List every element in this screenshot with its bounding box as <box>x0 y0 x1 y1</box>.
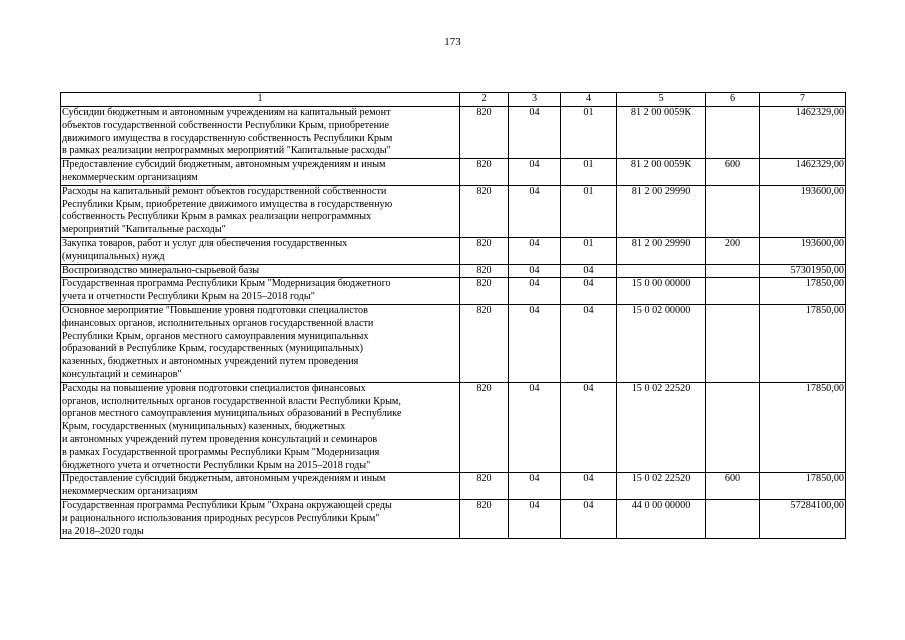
target-article-cell: 44 0 00 00000 <box>617 499 706 538</box>
header-cell-3: 3 <box>509 93 561 107</box>
row-name-cell <box>61 185 460 237</box>
subchapter-code-cell: 04 <box>561 278 617 305</box>
chapter-code-cell: 04 <box>509 264 561 278</box>
row-name-line: объектов государственной собственности Республики Крым, приобретение <box>62 119 390 131</box>
row-name-line: Субсидии бюджетным и автономным учреждениям на капитальный ремонт <box>62 107 391 118</box>
expense-type-cell <box>706 382 760 473</box>
row-name-line: Расходы на повышение уровня подготовки специалистов финансовых <box>62 382 366 394</box>
amount-cell: 17850,00 <box>760 382 846 473</box>
row-name-line: собственность Республики Крым в рамках реализации непрограммных <box>62 211 372 223</box>
row-name-line: органов местного самоуправления муниципальных образований в Республике <box>62 408 402 420</box>
table-row <box>61 473 846 500</box>
row-name-line: некоммерческим организациям <box>62 171 198 183</box>
row-name-line: казенных, бюджетных и автономных учреждений путем проведения <box>62 356 359 368</box>
page-number: 173 <box>444 36 461 48</box>
chapter-code-cell: 04 <box>509 304 561 382</box>
row-name-line: Государственная программа Республики Крым "Охрана окружающей среды <box>62 499 392 511</box>
header-cell-2: 2 <box>460 93 509 107</box>
section-code-cell: 820 <box>460 237 509 264</box>
row-name-line: Основное мероприятие "Повышение уровня подготовки специалистов <box>62 304 368 316</box>
subchapter-code-cell: 01 <box>561 237 617 264</box>
table-row <box>61 264 846 278</box>
row-name-line: в рамках реализации непрограммных мероприятий "Капитальные расходы" <box>62 145 391 157</box>
section-code-cell: 820 <box>460 499 509 538</box>
section-code-cell: 820 <box>460 304 509 382</box>
row-name-cell <box>61 159 460 186</box>
table-row <box>61 382 846 473</box>
row-name-cell <box>61 304 460 382</box>
section-code-cell: 820 <box>460 473 509 500</box>
chapter-code-cell: 04 <box>509 382 561 473</box>
header-cell-4: 4 <box>561 93 617 107</box>
section-code-cell: 820 <box>460 382 509 473</box>
section-code-cell: 820 <box>460 107 509 159</box>
table-body <box>61 107 846 539</box>
row-name-line: финансовых органов, исполнительных органов государственной власти <box>62 317 374 329</box>
subchapter-code-cell: 01 <box>561 185 617 237</box>
target-article-cell: 81 2 00 29990 <box>617 185 706 237</box>
row-name-line: бюджетного учета и отчетности Республики Крым на 2015–2018 годы" <box>62 459 371 471</box>
section-code-cell: 820 <box>460 278 509 305</box>
subchapter-code-cell: 04 <box>561 382 617 473</box>
row-name-line: Расходы на капитальный ремонт объектов государственной собственности <box>62 185 387 197</box>
expense-type-cell <box>706 304 760 382</box>
table-row <box>61 304 846 382</box>
budget-table <box>60 92 846 539</box>
table-row <box>61 237 846 264</box>
chapter-code-cell: 04 <box>509 185 561 237</box>
amount-cell: 1462329,00 <box>760 107 846 159</box>
table-row <box>61 278 846 305</box>
target-article-cell <box>617 264 706 278</box>
amount-cell: 17850,00 <box>760 304 846 382</box>
amount-cell: 193600,00 <box>760 185 846 237</box>
row-name-line: некоммерческим организациям <box>62 486 198 498</box>
subchapter-code-cell: 04 <box>561 473 617 500</box>
row-name-line: консультаций и семинаров" <box>62 368 182 380</box>
row-name-line: в рамках Государственной программы Республики Крым "Модернизация <box>62 446 380 458</box>
row-name-line: движимого имущества в государственную собственность Республики Крым <box>62 132 393 144</box>
table-row <box>61 159 846 186</box>
target-article-cell: 15 0 00 00000 <box>617 278 706 305</box>
row-name-line: образований в Республике Крым, государственных (муниципальных) <box>62 343 364 355</box>
target-article-cell: 81 2 00 0059К <box>617 159 706 186</box>
expense-type-cell: 600 <box>706 473 760 500</box>
row-name-line: (муниципальных) нужд <box>62 250 165 262</box>
subchapter-code-cell: 04 <box>561 499 617 538</box>
amount-cell: 1462329,00 <box>760 159 846 186</box>
header-row <box>61 93 846 107</box>
row-name-cell <box>61 107 460 159</box>
subchapter-code-cell: 01 <box>561 107 617 159</box>
header-cell-5: 5 <box>617 93 706 107</box>
expense-type-cell: 600 <box>706 159 760 186</box>
amount-cell: 17850,00 <box>760 278 846 305</box>
target-article-cell: 15 0 02 00000 <box>617 304 706 382</box>
target-article-cell: 15 0 02 22520 <box>617 382 706 473</box>
row-name-line: Государственная программа Республики Крым "Модернизация бюджетного <box>62 278 391 290</box>
target-article-cell: 81 2 00 29990 <box>617 237 706 264</box>
row-name-line: и автономных учреждений путем проведения консультаций и семинаров <box>62 433 378 445</box>
row-name-line: Республики Крым, органов местного самоуправления муниципальных <box>62 330 369 342</box>
table-row <box>61 185 846 237</box>
section-code-cell: 820 <box>460 264 509 278</box>
header-cell-6: 6 <box>706 93 760 107</box>
row-name-line: учета и отчетности Республики Крым на 2015–2018 годы" <box>62 291 315 303</box>
row-name-line: Предоставление субсидий бюджетным, автономным учреждениям и иным <box>62 473 386 485</box>
row-name-cell <box>61 499 460 538</box>
expense-type-cell <box>706 278 760 305</box>
section-code-cell: 820 <box>460 159 509 186</box>
row-name-line: Воспроизводство минерально-сырьевой базы <box>62 264 260 276</box>
target-article-cell: 15 0 02 22520 <box>617 473 706 500</box>
row-name-line: Республики Крым, приобретение движимого имущества в государственную <box>62 198 393 210</box>
expense-type-cell <box>706 107 760 159</box>
row-name-line: на 2018–2020 годы <box>62 525 144 537</box>
chapter-code-cell: 04 <box>509 237 561 264</box>
row-name-line: Предоставление субсидий бюджетным, автономным учреждениям и иным <box>62 159 386 171</box>
section-code-cell: 820 <box>460 185 509 237</box>
subchapter-code-cell: 04 <box>561 304 617 382</box>
row-name-cell <box>61 264 460 278</box>
expense-type-cell <box>706 264 760 278</box>
row-name-cell <box>61 237 460 264</box>
chapter-code-cell: 04 <box>509 278 561 305</box>
amount-cell: 17850,00 <box>760 473 846 500</box>
expense-type-cell <box>706 185 760 237</box>
header-cell-1: 1 <box>61 93 460 107</box>
row-name-cell <box>61 382 460 473</box>
row-name-line: органов, исполнительных органов государственной власти Республики Крым, <box>62 395 401 407</box>
expense-type-cell <box>706 499 760 538</box>
table-row <box>61 499 846 538</box>
amount-cell: 57284100,00 <box>760 499 846 538</box>
chapter-code-cell: 04 <box>509 473 561 500</box>
row-name-cell <box>61 473 460 500</box>
chapter-code-cell: 04 <box>509 159 561 186</box>
amount-cell: 57301950,00 <box>760 264 846 278</box>
row-name-line: и рационального использования природных ресурсов Республики Крым" <box>62 512 380 524</box>
row-name-line: Крым, государственных (муниципальных) казенных, бюджетных <box>62 421 346 433</box>
target-article-cell: 81 2 00 0059К <box>617 107 706 159</box>
header-cell-7: 7 <box>760 93 846 107</box>
subchapter-code-cell: 04 <box>561 264 617 278</box>
row-name-cell <box>61 278 460 305</box>
expense-type-cell: 200 <box>706 237 760 264</box>
chapter-code-cell: 04 <box>509 499 561 538</box>
subchapter-code-cell: 01 <box>561 159 617 186</box>
chapter-code-cell: 04 <box>509 107 561 159</box>
table-row <box>61 107 846 159</box>
amount-cell: 193600,00 <box>760 237 846 264</box>
row-name-line: мероприятий "Капитальные расходы" <box>62 224 226 236</box>
row-name-line: Закупка товаров, работ и услуг для обеспечения государственных <box>62 237 348 249</box>
